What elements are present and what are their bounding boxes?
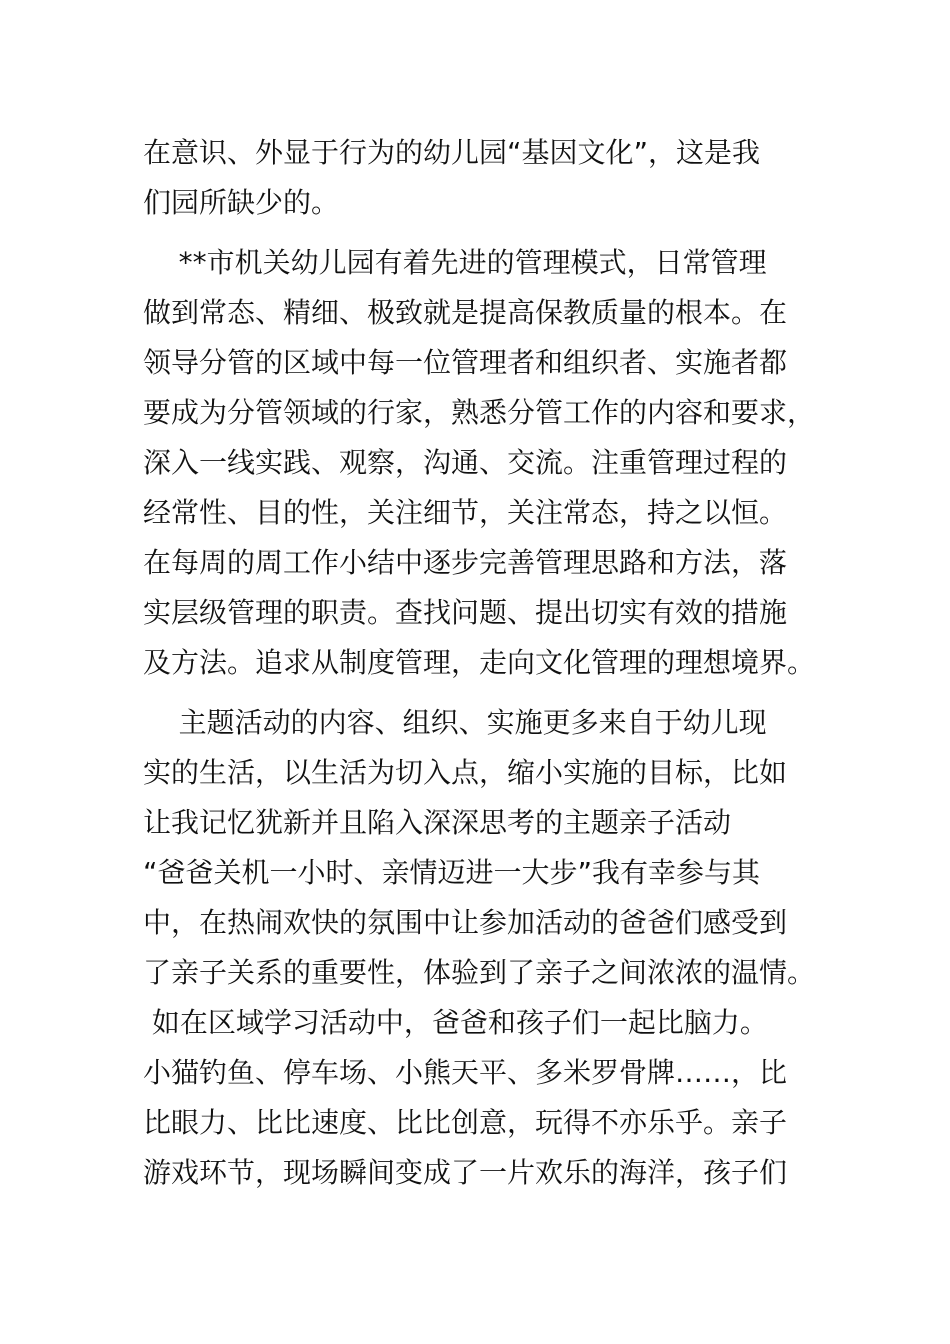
text-line: 经常性、目的性，关注细节，关注常态，持之以恒。 [143,496,788,529]
text-line: “爸爸关机一小时、亲情迈进一大步”我有幸参与其 [143,856,761,889]
text-line: **市机关幼儿园有着先进的管理模式，日常管理 [143,246,767,279]
text-line: 比眼力、比比速度、比比创意，玩得不亦乐乎。亲子 [143,1106,788,1139]
text-line: 做到常态、精细、极致就是提高保教质量的根本。在 [143,296,788,329]
text-line: 在每周的周工作小结中逐步完善管理思路和方法，落 [143,546,788,579]
text-line: 们园所缺少的。 [143,186,340,219]
text-line: 深入一线实践、观察，沟通、交流。注重管理过程的 [143,446,788,479]
paragraph-1 [143,128,823,228]
text-line: 让我记忆犹新并且陷入深深思考的主题亲子活动 [143,806,732,839]
document-body [143,128,823,1198]
paragraph-gap [143,688,823,698]
text-line: 及方法。追求从制度管理，走向文化管理的理想境界。 [143,646,816,679]
text-line: 中，在热闹欢快的氛围中让参加活动的爸爸们感受到 [143,906,788,939]
text-line: 了亲子关系的重要性，体验到了亲子之间浓浓的温情。 [143,956,816,989]
text-line: 实层级管理的职责。查找问题、提出切实有效的措施 [143,596,788,629]
text-line: 如在区域学习活动中，爸爸和孩子们一起比脑力。 [143,1006,768,1039]
text-line: 小猫钓鱼、停车场、小熊天平、多米罗骨牌……，比 [143,1056,788,1089]
paragraph-gap [143,228,823,238]
text-line: 领导分管的区域中每一位管理者和组织者、实施者都 [143,346,788,379]
text-line: 主题活动的内容、组织、实施更多来自于幼儿现 [143,706,767,739]
paragraph-3 [143,698,823,1198]
text-line: 实的生活，以生活为切入点，缩小实施的目标，比如 [143,756,788,789]
paragraph-2 [143,238,823,688]
text-line: 要成为分管领域的行家，熟悉分管工作的内容和要求， [143,396,816,429]
text-line: 在意识、外显于行为的幼儿园“基因文化”，这是我 [143,136,761,169]
text-line: 游戏环节，现场瞬间变成了一片欢乐的海洋，孩子们 [143,1156,788,1189]
